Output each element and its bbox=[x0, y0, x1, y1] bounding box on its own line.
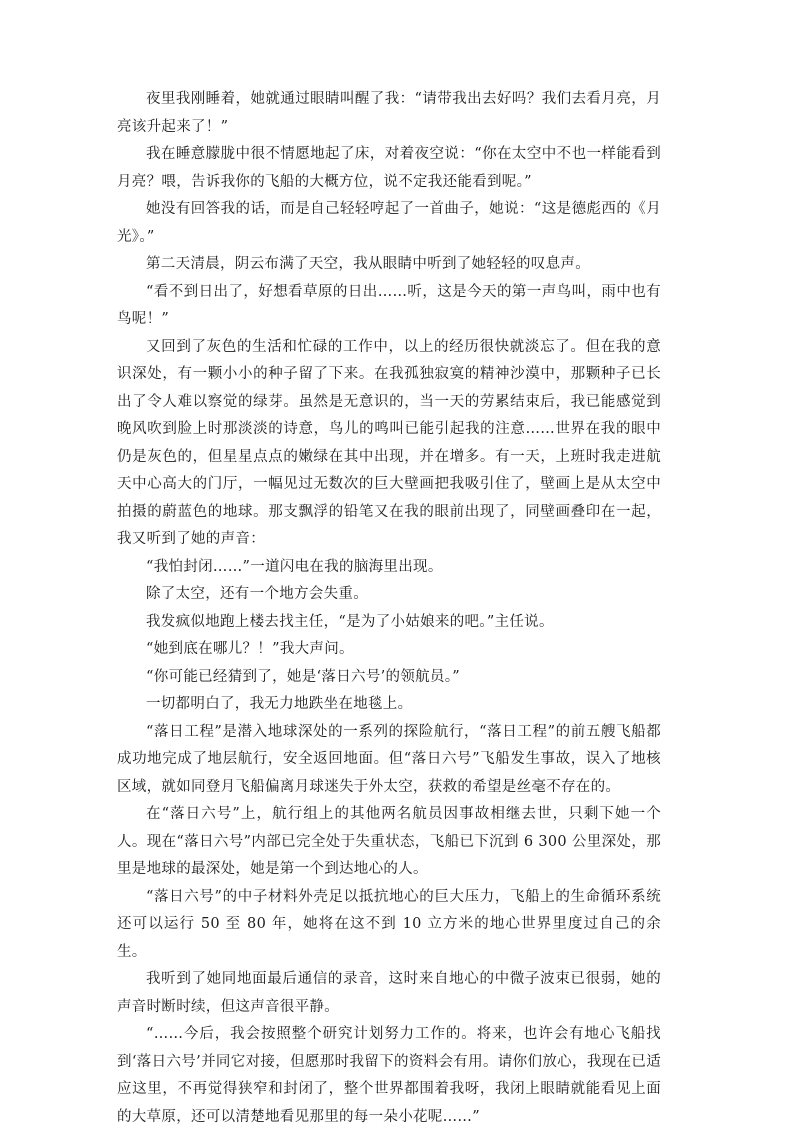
paragraph: 在“落日六号”上，航行组上的其他两名航员因事故相继去世，只剩下她一个人。现在“落日六号”内部已完全处于失重状态，飞船已下沉到 6 300 公里深处，那里是地球的最深处，她是第一个到达地心的人。 bbox=[117, 806, 661, 877]
paragraph: 又回到了灰色的生活和忙碌的工作中，以上的经历很快就淡忘了。但在我的意识深处，有一颗小小的种子留了下来。在我孤独寂寞的精神沙漠中，那颗种子已长出了令人难以察觉的绿芽。虽然是无意识的，当一天的劳累结束后，我已能感觉到晚风吹到脸上时那淡淡的诗意，鸟儿的鸣叫已能引起我的注意……世界在我的眼中仍是灰色的，但星星点点的嫩绿在其中出现，并在增多。有一天，上班时我走进航天中心高大的门厅，一幅见过无数次的巨大壁画把我吸引住了，壁画上是从太空中拍摄的蔚蓝色的地球。那支飘浮的铅笔又在我的眼前出现了，同壁画叠印在一起，我又听到了她的声音： bbox=[117, 338, 661, 547]
paragraph: 我在睡意朦胧中很不情愿地起了床，对着夜空说：“你在太空中不也一样能看到月亮？喂，告诉我你的飞船的大概方位，说不定我还能看到呢。” bbox=[117, 146, 661, 190]
paragraph: “……今后，我会按照整个研究计划努力工作的。将来，也许会有地心飞船找到‘落日六号’并同它对接，但愿那时我留下的资料会有用。请你们放心，我现在已适应这里，不再觉得狭窄和封闭了，整个世界都围着我呀，我闭上眼睛就能看见上面的大草原，还可以清楚地看见那里的每一朵小花呢……” bbox=[117, 1026, 661, 1125]
paragraph: “我怕封闭……”一道闪电在我的脑海里出现。 bbox=[146, 558, 443, 575]
paragraph: “看不到日出了，好想看草原的日出……听，这是今天的第一声鸟叫，雨中也有鸟呢！” bbox=[117, 283, 661, 327]
paragraph: “落日六号”的中子材料外壳足以抵抗地心的巨大压力，飞船上的生命循环系统还可以运行 50 至 80 年，她将在这不到 10 立方米的地心世界里度过自己的余生。 bbox=[117, 888, 661, 960]
paragraph: “她到底在哪儿？！”我大声问。 bbox=[146, 641, 354, 657]
paragraph: 我发疯似地跑上楼去找主任，“是为了小姑娘来的吧。”主任说。 bbox=[146, 613, 554, 630]
paragraph: 一切都明白了，我无力地跌坐在地毯上。 bbox=[146, 696, 413, 712]
paragraph: “你可能已经猜到了，她是‘落日六号’的领航员。” bbox=[146, 668, 460, 685]
paragraph: 除了太空，还有一个地方会失重。 bbox=[146, 586, 368, 602]
paragraph: 夜里我刚睡着，她就通过眼睛叫醒了我：“请带我出去好吗？我们去看月亮，月亮该升起来了！” bbox=[117, 91, 661, 135]
article-body bbox=[117, 86, 661, 1131]
paragraph: “落日工程”是潜入地球深处的一系列的探险航行，“落日工程”的前五艘飞船都成功地完成了地层航行，安全返回地面。但“落日六号”飞船发生事故，误入了地核区域，就如同登月飞船偏离月球迷失于外太空，获救的希望是丝毫不存在的。 bbox=[117, 723, 661, 795]
paragraph: 她没有回答我的话，而是自己轻轻哼起了一首曲子，她说：“这是德彪西的《月光》。” bbox=[117, 201, 661, 245]
paragraph: 我听到了她同地面最后通信的录音，这时来自地心的中微子波束已很弱，她的声音时断时续，但这声音很平静。 bbox=[117, 971, 661, 1015]
paragraph: 第二天清晨，阴云布满了天空，我从眼睛中听到了她轻轻的叹息声。 bbox=[146, 256, 590, 272]
